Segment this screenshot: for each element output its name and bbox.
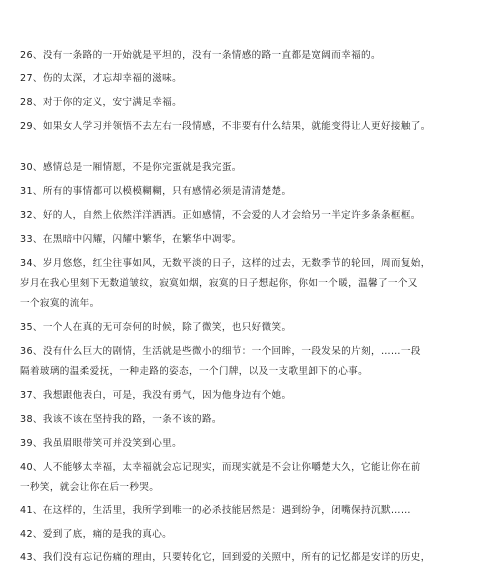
- entry-26: [20, 49, 488, 62]
- entry-38: [20, 413, 488, 426]
- entry-line: 41、在这样的，生活里，我所学到唯一的必杀技能居然是：遇到纷争，闭嘴保持沉默……: [20, 505, 411, 516]
- entry-35: [20, 321, 488, 334]
- entry-line: 40、人不能够太幸福，太幸福就会忘记现实，而现实就是不会让你嚼楚大久，它能让你在前: [20, 462, 421, 473]
- entry-line: 32、好的人，自然上依然洋洋洒洒。正如感情，不会爱的人才会给另一半定许多条条框框。: [20, 210, 421, 221]
- entry-line: 27、伤的太深，才忘却幸福的滋味。: [20, 73, 183, 84]
- entry-28: [20, 96, 488, 109]
- entry-42: [20, 528, 488, 541]
- entry-line: 30、感情总是一厢情愿，不是你完蛋就是我完蛋。: [20, 162, 242, 173]
- entry-31: [20, 185, 488, 198]
- entry-29: [20, 120, 488, 133]
- entry-40: [20, 461, 488, 494]
- entry-line: 26、没有一条路的一开始就是平坦的，没有一条情感的路一直都是宽阔而幸福的。: [20, 50, 381, 61]
- entry-line: 38、我该不该在坚持我的路，一条不该的路。: [20, 414, 222, 425]
- entry-line: 31、所有的事情都可以模模糊糊，只有感情必须是清清楚楚。: [20, 186, 292, 197]
- entry-line: 28、对于你的定义，安宁满足幸福。: [20, 97, 183, 108]
- entry-line: 一个寂寞的流年。: [20, 298, 100, 309]
- entry-line: 33、在黑暗中闪耀，闪耀中繁华，在繁华中凋零。: [20, 234, 242, 245]
- entry-line: 43、我们没有忘记伤痛的理由，只要转化它，回到爱的关照中，所有的记忆都是安详的历史，: [20, 552, 431, 563]
- entry-34: [20, 257, 488, 310]
- entry-37: [20, 389, 488, 402]
- entry-line: 37、我想跟他表白，可是，我没有勇气，因为他身边有个她。: [20, 390, 292, 401]
- entry-line: 岁月在我心里刻下无数道皱纹，寂寞如烟，寂寞的日子想起你，你如一个暖，温馨了一个又: [20, 278, 418, 289]
- entry-39: [20, 437, 488, 450]
- entry-36: [20, 345, 488, 378]
- entry-line: 隔着玻璃的温柔爱抚，一种走路的姿态，一个门牌，以及一支歌里卸下的心事。: [20, 366, 369, 377]
- entry-32: [20, 209, 488, 222]
- entry-41: [20, 504, 488, 517]
- entry-line: 29、如果女人学习并领悟不去左右一段情感，不非要有什么结果，就能变得让人更好接触了。: [20, 121, 431, 132]
- entry-27: [20, 72, 488, 85]
- entry-line: 35、一个人在真的无可奈何的时候，除了微笑，也只好微笑。: [20, 322, 292, 333]
- entry-line: 39、我虽眉眼带笑可并没笑到心里。: [20, 438, 183, 449]
- entry-line: 36、没有什么巨大的剧情，生活就是些微小的细节：一个回眸，一段发呆的片刻，……一段: [20, 346, 421, 357]
- entry-43: [20, 551, 488, 564]
- entry-line: 34、岁月悠悠，红尘往事如风，无数平淡的日子，这样的过去，无数季节的轮回，周而复始，: [20, 258, 431, 269]
- entry-line: 一秒笑，就会让你在后一秒哭。: [20, 482, 160, 493]
- entry-line: 42、爱到了底，痛的是我的真心。: [20, 529, 173, 540]
- entry-33: [20, 233, 488, 246]
- entry-30: [20, 161, 488, 174]
